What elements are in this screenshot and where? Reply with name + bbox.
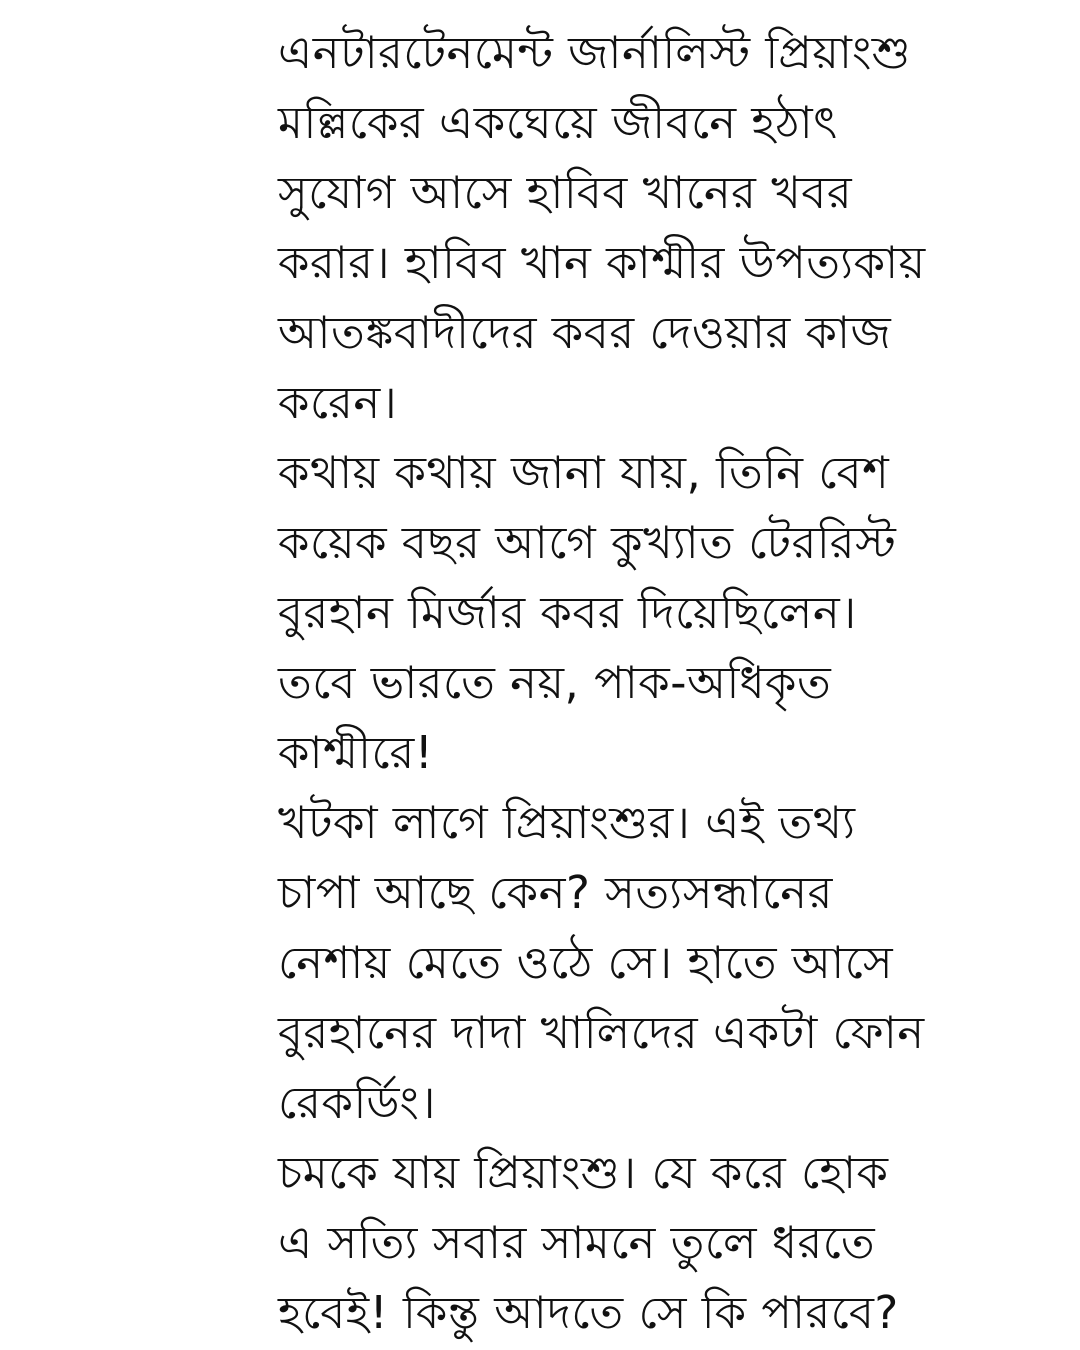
text-line: তবে ভারতে নয়, পাক-অধিকৃত	[278, 656, 832, 709]
text-line: করার। হাবিব খান কাশ্মীর উপত্যকায়	[278, 236, 926, 289]
text-line: নেশায় মেতে ওঠে সে। হাতে আসে	[278, 936, 894, 989]
text-line: কথায় কথায় জানা যায়, তিনি বেশ	[278, 446, 890, 499]
text-line: সুযোগ আসে হাবিব খানের খবর	[278, 166, 853, 219]
text-line: বুরহানের দাদা খালিদের একটা ফোন	[278, 1006, 925, 1059]
text-line: খটকা লাগে প্রিয়াংশুর। এই তথ্য	[278, 796, 856, 849]
text-line: মল্লিকের একঘেয়ে জীবনে হঠাৎ	[278, 96, 838, 149]
text-line: হবেই! কিন্তু আদতে সে কি পারবে?	[278, 1286, 899, 1339]
text-line: এ সত্যি সবার সামনে তুলে ধরতে	[278, 1216, 876, 1269]
text-line: চমকে যায় প্রিয়াংশু। যে করে হোক	[278, 1146, 889, 1199]
text-line: কয়েক বছর আগে কুখ্যাত টেররিস্ট	[278, 516, 897, 569]
synopsis-text-block	[278, 18, 1048, 1348]
text-line: চাপা আছে কেন? সত্যসন্ধানের	[278, 866, 833, 919]
text-line: করেন।	[278, 376, 398, 429]
text-line: আতঙ্কবাদীদের কবর দেওয়ার কাজ	[278, 306, 892, 359]
text-line: এনটারটেনমেন্ট জার্নালিস্ট প্রিয়াংশু	[278, 26, 912, 79]
text-line: কাশ্মীরে!	[278, 726, 434, 779]
text-line: রেকর্ডিং।	[278, 1076, 436, 1129]
text-line: বুরহান মির্জার কবর দিয়েছিলেন।	[278, 586, 857, 639]
